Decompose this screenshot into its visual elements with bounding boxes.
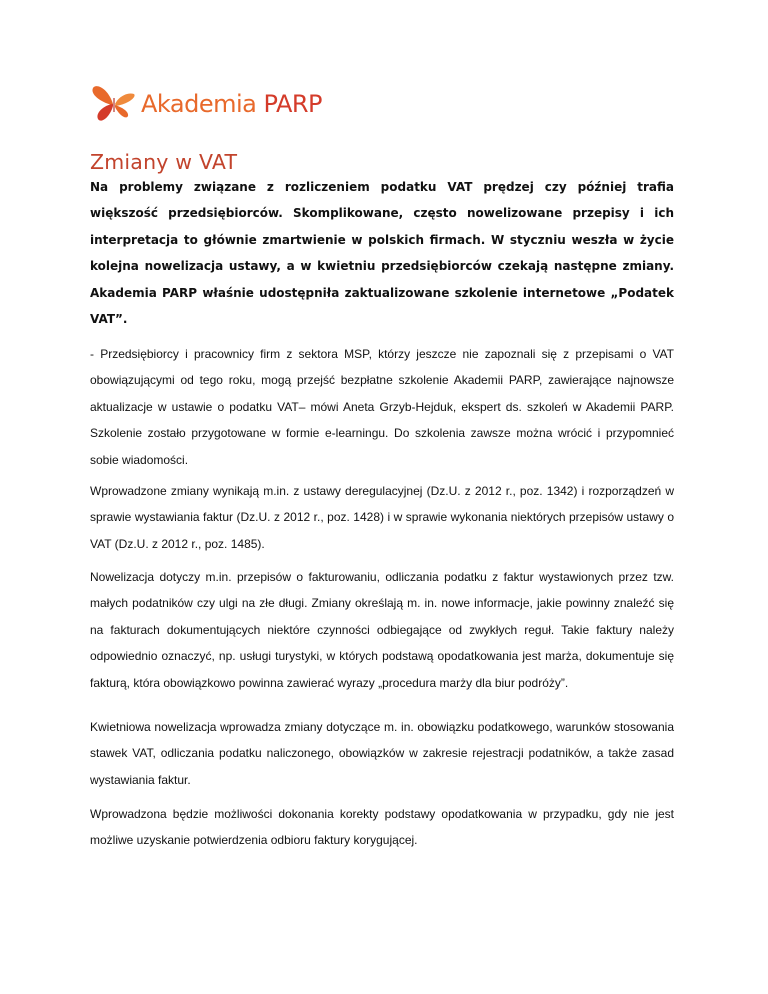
butterfly-icon xyxy=(90,82,138,126)
article-paragraph-1: - Przedsiębiorcy i pracownicy firm z sektora MSP, którzy jeszcze nie zapoznali się z przepisami o VAT obowiązującymi od tego roku, mogą przejść bezpłatne szkolenie Akademii PARP, zawierające najnowsze aktualizacje w ustawie o podatku VAT– mówi Aneta Grzyb-Hejduk, ekspert ds. szkoleń w Akademii PARP. Szkolenie zostało przygotowane w formie e-learningu. Do szkolenia zawsze można wrócić i przypomnieć sobie wiadomości. xyxy=(90,347,674,467)
article-lead: Na problemy związane z rozliczeniem podatku VAT prędzej czy później trafia większość przedsiębiorców. Skomplikowane, często nowelizowane przepisy i ich interpretacja to głównie zmartwienie w polskich firmach. W styczniu weszła w życie kolejna nowelizacja ustawy, a w kwietniu przedsiębiorców czekają następne zmiany. Akademia PARP właśnie udostępniła zaktualizowane szkolenie internetowe „Podatek VAT”. xyxy=(90,180,674,327)
logo-word-parp: PARP xyxy=(263,90,323,118)
logo-wordmark xyxy=(141,92,322,116)
akademia-parp-logo xyxy=(90,82,322,126)
article-paragraph-2: Wprowadzone zmiany wynikają m.in. z ustawy deregulacyjnej (Dz.U. z 2012 r., poz. 1342) i rozporządzeń w sprawie wystawiania faktur (Dz.U. z 2012 r., poz. 1428) i w sprawie wykonania niektórych przepisów ustawy o VAT (Dz.U. z 2012 r., poz. 1485). xyxy=(90,484,674,551)
article-paragraph-4: Kwietniowa nowelizacja wprowadza zmiany dotyczące m. in. obowiązku podatkowego, warunków stosowania stawek VAT, odliczania podatku naliczonego, obowiązków w zakresie rejestracji podatników, a także zasad wystawiania faktur. xyxy=(90,720,674,787)
article-paragraph-3: Nowelizacja dotyczy m.in. przepisów o fakturowaniu, odliczania podatku z faktur wystawionych przez tzw. małych podatników czy ulgi na złe długi. Zmiany określają m. in. nowe informacje, jakie powinny znaleźć się na fakturach dokumentujących niektóre czynności odbiegające od zwykłych reguł. Takie faktury należy odpowiednio oznaczyć, np. usługi turystyki, w których podstawą opodatkowania jest marża, dokumentuje się fakturą, która obowiązkowo powinna zawierać wyrazy „procedura marży dla biur podróży”. xyxy=(90,570,674,690)
logo-word-akademia: Akademia xyxy=(141,90,257,118)
article-title: Zmiany w VAT xyxy=(90,150,238,174)
article-paragraph-5: Wprowadzona będzie możliwości dokonania korekty podstawy opodatkowania w przypadku, gdy nie jest możliwe uzyskanie potwierdzenia odbioru faktury korygującej. xyxy=(90,807,674,848)
